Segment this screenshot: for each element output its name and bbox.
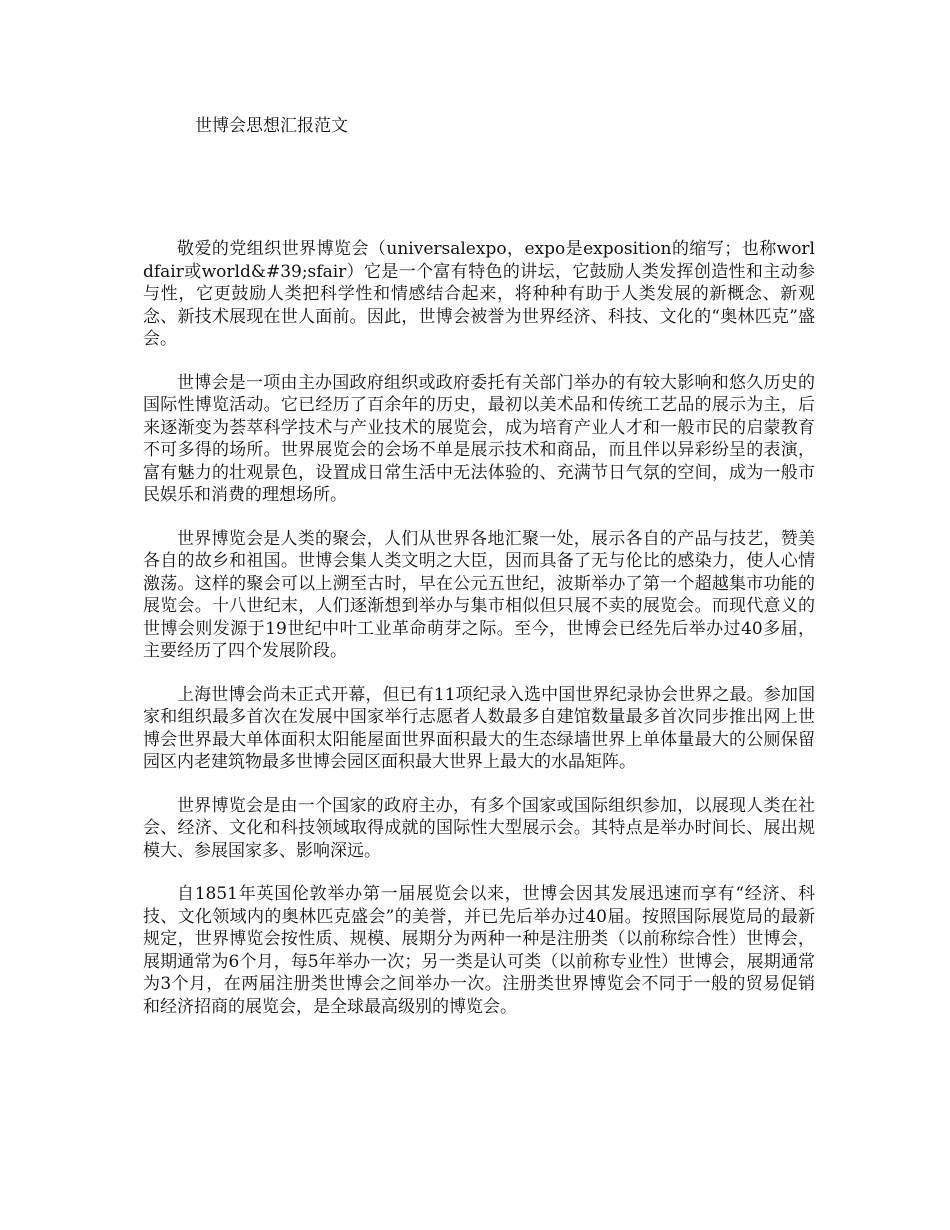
document-body bbox=[143, 238, 815, 1039]
paragraph-6: 自1851年英国伦敦举办第一届展览会以来，世博会因其发展迅速而享有“经济、科技、文化领域内的奥林匹克盛会”的美誉，并已先后举办过40届。按照国际展览局的最新规定，世界博览会按性质、规模、展期分为两种一种是注册类（以前称综合性）世博会，展期通常为6个月，每5年举办一次；另一类是认可类（以前称专业性）世博会，展期通常为3个月，在两届注册类世博会之间举办一次。注册类世界博览会不同于一般的贸易促销和经济招商的展览会，是全球最高级别的博览会。 bbox=[143, 884, 815, 1017]
paragraph-3: 世界博览会是人类的聚会，人们从世界各地汇聚一处，展示各自的产品与技艺，赞美各自的故乡和祖国。世博会集人类文明之大臣，因而具备了无与伦比的感染力，使人心情激荡。这样的聚会可以上溯至古时，早在公元五世纪，波斯举办了第一个超越集市功能的展览会。十八世纪末，人们逐渐想到举办与集市相似但只展不卖的展览会。而现代意义的世博会则发源于19世纪中叶工业革命萌芽之际。至今，世博会已经先后举办过40多届，主要经历了四个发展阶段。 bbox=[143, 528, 815, 661]
paragraph-1: 敬爱的党组织世界博览会（universalexpo，expo是exposition的缩写；也称worldfair或world&#39;sfair）它是一个富有特色的讲坛，它鼓励人类发挥创造性和主动参与性，它更鼓励人类把科学性和情感结合起来，将种种有助于人类发展的新概念、新观念、新技术展现在世人面前。因此，世博会被誉为世界经济、科技、文化的“奥林匹克”盛会。 bbox=[143, 239, 815, 349]
paragraph-2: 世博会是一项由主办国政府组织或政府委托有关部门举办的有较大影响和悠久历史的国际性博览活动。它已经历了百余年的历史，最初以美术品和传统工艺品的展示为主，后来逐渐变为荟萃科学技术与产业技术的展览会，成为培育产业人才和一般市民的启蒙教育不可多得的场所。世界展览会的会场不单是展示技术和商品，而且伴以异彩纷呈的表演，富有魅力的壮观景色，设置成日常生活中无法体验的、充满节日气氛的空间，成为一般市民娱乐和消费的理想场所。 bbox=[143, 372, 815, 505]
document-title: 世博会思想汇报范文 bbox=[195, 116, 348, 136]
paragraph-4: 上海世博会尚未正式开幕，但已有11项纪录入选中国世界纪录协会世界之最。参加国家和组织最多首次在发展中国家举行志愿者人数最多自建馆数量最多首次同步推出网上世博会世界最大单体面积太阳能屋面世界面积最大的生态绿墙世界上单体量最大的公厕保留园区内老建筑物最多世博会园区面积最大世界上最大的水晶矩阵。 bbox=[143, 684, 815, 772]
paragraph-5: 世界博览会是由一个国家的政府主办，有多个国家或国际组织参加，以展现人类在社会、经济、文化和科技领域取得成就的国际性大型展示会。其特点是举办时间长、展出规模大、参展国家多、影响深远。 bbox=[143, 795, 815, 861]
